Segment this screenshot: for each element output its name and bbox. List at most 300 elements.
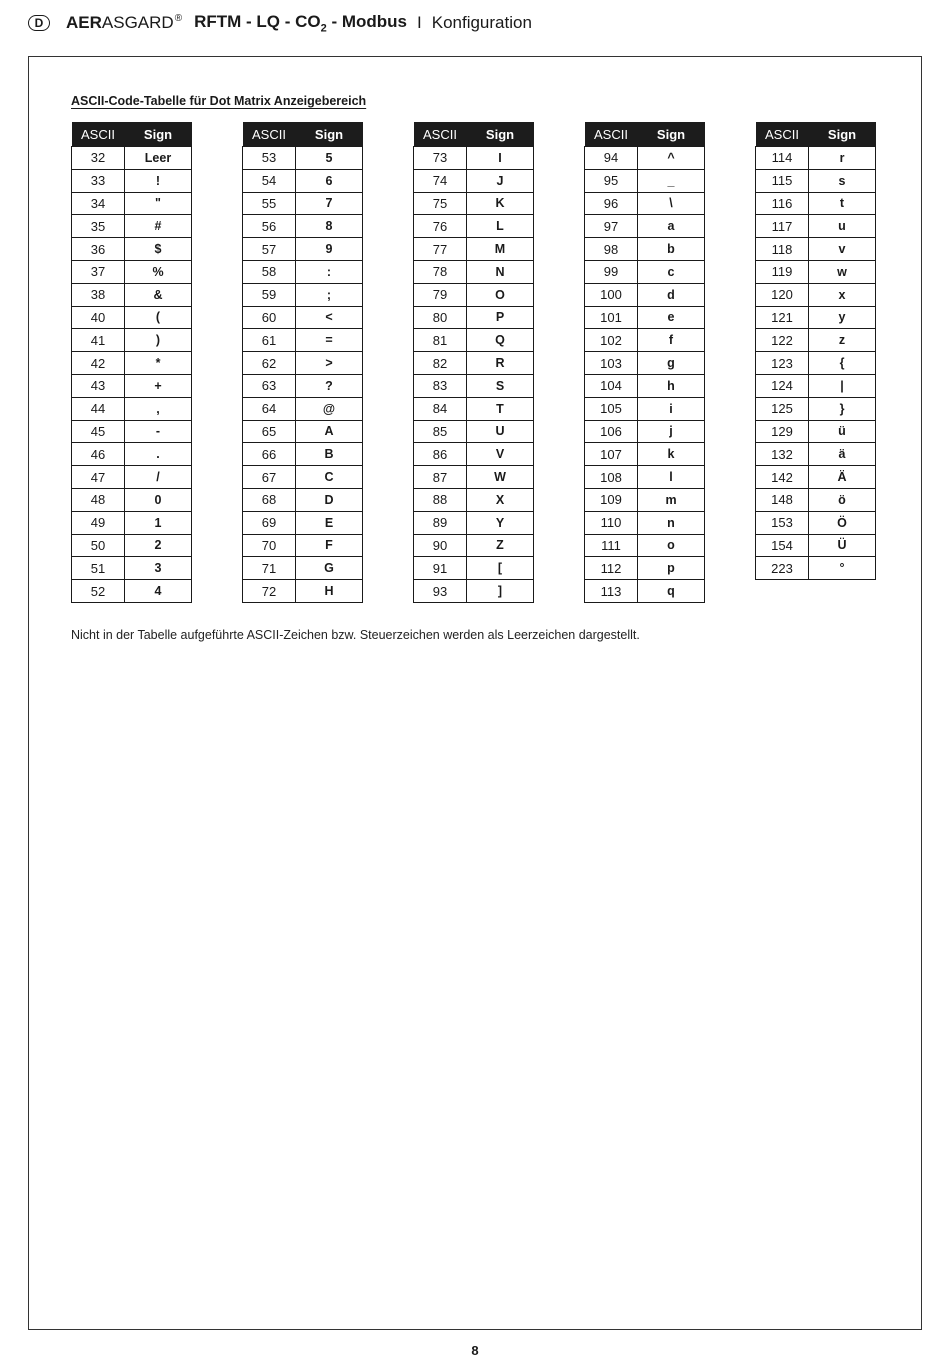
- column-header-ascii: ASCII: [585, 122, 638, 147]
- ascii-code-cell: 97: [585, 215, 638, 238]
- table-row: [585, 215, 705, 238]
- table-row: [72, 147, 192, 170]
- table-row: [414, 352, 534, 375]
- ascii-code-cell: 95: [585, 169, 638, 192]
- ascii-code-cell: 108: [585, 466, 638, 489]
- sign-cell: c: [638, 260, 705, 283]
- sign-cell: m: [638, 488, 705, 511]
- table-row: [243, 557, 363, 580]
- sign-cell: (: [125, 306, 192, 329]
- table-row: [585, 466, 705, 489]
- sign-cell: 7: [296, 192, 363, 215]
- ascii-code-cell: 60: [243, 306, 296, 329]
- ascii-code-cell: 54: [243, 169, 296, 192]
- sign-cell: F: [296, 534, 363, 557]
- table-row: [72, 306, 192, 329]
- ascii-code-cell: 125: [756, 397, 809, 420]
- sign-cell: h: [638, 374, 705, 397]
- table-row: [756, 169, 876, 192]
- table-row: [756, 238, 876, 261]
- ascii-code-cell: 96: [585, 192, 638, 215]
- table-row: [585, 329, 705, 352]
- sign-cell: r: [809, 147, 876, 170]
- ascii-code-cell: 63: [243, 374, 296, 397]
- sign-cell: 0: [125, 488, 192, 511]
- sign-cell: L: [467, 215, 534, 238]
- ascii-code-cell: 154: [756, 534, 809, 557]
- sign-cell: p: [638, 557, 705, 580]
- ascii-code-cell: 40: [72, 306, 125, 329]
- ascii-code-cell: 86: [414, 443, 467, 466]
- sign-cell: ,: [125, 397, 192, 420]
- sign-cell: D: [296, 488, 363, 511]
- sign-cell: 4: [125, 580, 192, 603]
- ascii-code-cell: 91: [414, 557, 467, 580]
- ascii-code-cell: 124: [756, 374, 809, 397]
- sign-cell: .: [125, 443, 192, 466]
- table-row: [414, 580, 534, 603]
- table-row: [756, 260, 876, 283]
- table-row: [414, 238, 534, 261]
- table-row: [243, 215, 363, 238]
- ascii-code-cell: 61: [243, 329, 296, 352]
- ascii-code-cell: 111: [585, 534, 638, 557]
- table-row: [585, 488, 705, 511]
- table-row: [585, 306, 705, 329]
- table-row: [243, 192, 363, 215]
- table-row: [243, 306, 363, 329]
- sign-cell: 9: [296, 238, 363, 261]
- table-row: [72, 260, 192, 283]
- table-row: [243, 466, 363, 489]
- ascii-code-cell: 121: [756, 306, 809, 329]
- sign-cell: a: [638, 215, 705, 238]
- ascii-code-cell: 36: [72, 238, 125, 261]
- sign-cell: |: [809, 374, 876, 397]
- ascii-code-cell: 85: [414, 420, 467, 443]
- sign-cell: %: [125, 260, 192, 283]
- ascii-table-2: [242, 122, 363, 603]
- sign-cell: !: [125, 169, 192, 192]
- table-row: [414, 420, 534, 443]
- table-row: [72, 329, 192, 352]
- table-row: [585, 147, 705, 170]
- sign-cell: d: [638, 283, 705, 306]
- ascii-code-cell: 64: [243, 397, 296, 420]
- ascii-code-cell: 67: [243, 466, 296, 489]
- sign-cell: ö: [809, 488, 876, 511]
- ascii-code-cell: 100: [585, 283, 638, 306]
- ascii-code-cell: 34: [72, 192, 125, 215]
- table-row: [243, 238, 363, 261]
- ascii-code-cell: 82: [414, 352, 467, 375]
- table-row: [585, 352, 705, 375]
- sign-cell: X: [467, 488, 534, 511]
- sign-cell: 5: [296, 147, 363, 170]
- table-row: [414, 374, 534, 397]
- sign-cell: j: [638, 420, 705, 443]
- sign-cell: ": [125, 192, 192, 215]
- sign-cell: w: [809, 260, 876, 283]
- table-row: [414, 488, 534, 511]
- column-header-ascii: ASCII: [414, 122, 467, 147]
- ascii-code-cell: 93: [414, 580, 467, 603]
- table-row: [756, 215, 876, 238]
- product-name: [194, 12, 407, 34]
- sign-cell: =: [296, 329, 363, 352]
- sign-cell: *: [125, 352, 192, 375]
- ascii-code-cell: 98: [585, 238, 638, 261]
- ascii-code-cell: 75: [414, 192, 467, 215]
- sign-cell: e: [638, 306, 705, 329]
- table-header-row: [414, 122, 534, 147]
- ascii-code-cell: 109: [585, 488, 638, 511]
- table-row: [414, 511, 534, 534]
- sign-cell: -: [125, 420, 192, 443]
- ascii-code-cell: 59: [243, 283, 296, 306]
- table-row: [585, 374, 705, 397]
- sign-cell: &: [125, 283, 192, 306]
- table-row: [243, 443, 363, 466]
- brand-name: [66, 13, 182, 33]
- table-row: [72, 580, 192, 603]
- ascii-code-cell: 56: [243, 215, 296, 238]
- ascii-code-cell: 49: [72, 511, 125, 534]
- sign-cell: x: [809, 283, 876, 306]
- ascii-code-cell: 77: [414, 238, 467, 261]
- sign-cell: B: [296, 443, 363, 466]
- table-row: [756, 352, 876, 375]
- ascii-code-cell: 142: [756, 466, 809, 489]
- sign-cell: M: [467, 238, 534, 261]
- sign-cell: K: [467, 192, 534, 215]
- ascii-code-cell: 153: [756, 511, 809, 534]
- ascii-code-cell: 115: [756, 169, 809, 192]
- ascii-code-cell: 44: [72, 397, 125, 420]
- sign-cell: q: [638, 580, 705, 603]
- ascii-code-cell: 62: [243, 352, 296, 375]
- ascii-table-3: [413, 122, 534, 603]
- ascii-code-cell: 57: [243, 238, 296, 261]
- ascii-code-cell: 101: [585, 306, 638, 329]
- ascii-code-cell: 148: [756, 488, 809, 511]
- registered-mark: ®: [174, 13, 183, 25]
- ascii-code-cell: 42: [72, 352, 125, 375]
- table-row: [243, 169, 363, 192]
- ascii-code-cell: 78: [414, 260, 467, 283]
- table-row: [72, 215, 192, 238]
- sign-cell: {: [809, 352, 876, 375]
- table-row: [756, 488, 876, 511]
- ascii-code-cell: 119: [756, 260, 809, 283]
- ascii-code-cell: 52: [72, 580, 125, 603]
- column-header-sign: Sign: [809, 122, 876, 147]
- table-row: [585, 192, 705, 215]
- sign-cell: ä: [809, 443, 876, 466]
- ascii-code-cell: 122: [756, 329, 809, 352]
- table-row: [243, 374, 363, 397]
- table-row: [414, 306, 534, 329]
- sign-cell: s: [809, 169, 876, 192]
- column-header-sign: Sign: [467, 122, 534, 147]
- sign-cell: b: [638, 238, 705, 261]
- sign-cell: ^: [638, 147, 705, 170]
- ascii-code-cell: 73: [414, 147, 467, 170]
- table-row: [756, 192, 876, 215]
- sign-cell: 8: [296, 215, 363, 238]
- table-row: [414, 329, 534, 352]
- table-row: [756, 534, 876, 557]
- table-row: [585, 260, 705, 283]
- ascii-code-cell: 113: [585, 580, 638, 603]
- sign-cell: ü: [809, 420, 876, 443]
- table-row: [243, 580, 363, 603]
- sign-cell: $: [125, 238, 192, 261]
- table-row: [243, 397, 363, 420]
- sign-cell: Q: [467, 329, 534, 352]
- sign-cell: ?: [296, 374, 363, 397]
- sign-cell: I: [467, 147, 534, 170]
- ascii-code-cell: 50: [72, 534, 125, 557]
- ascii-code-cell: 223: [756, 557, 809, 580]
- table-row: [585, 238, 705, 261]
- table-row: [585, 283, 705, 306]
- table-row: [756, 374, 876, 397]
- sign-cell: t: [809, 192, 876, 215]
- ascii-code-cell: 112: [585, 557, 638, 580]
- product-name-part1: RFTM - LQ - CO: [194, 11, 321, 31]
- table-row: [756, 466, 876, 489]
- table-row: [72, 374, 192, 397]
- table-row: [414, 283, 534, 306]
- table-row: [72, 534, 192, 557]
- ascii-code-cell: 83: [414, 374, 467, 397]
- sign-cell: 6: [296, 169, 363, 192]
- ascii-code-cell: 43: [72, 374, 125, 397]
- sign-cell: v: [809, 238, 876, 261]
- sign-cell: Z: [467, 534, 534, 557]
- ascii-code-cell: 72: [243, 580, 296, 603]
- ascii-code-cell: 33: [72, 169, 125, 192]
- ascii-code-cell: 103: [585, 352, 638, 375]
- ascii-code-cell: 110: [585, 511, 638, 534]
- footnote: Nicht in der Tabelle aufgeführte ASCII-Zeichen bzw. Steuerzeichen werden als Leerzeichen dargestellt.: [71, 628, 640, 642]
- table-row: [243, 534, 363, 557]
- ascii-code-cell: 99: [585, 260, 638, 283]
- sign-cell: }: [809, 397, 876, 420]
- sign-cell: Leer: [125, 147, 192, 170]
- ascii-code-cell: 129: [756, 420, 809, 443]
- sign-cell: P: [467, 306, 534, 329]
- column-header-sign: Sign: [125, 122, 192, 147]
- table-row: [756, 397, 876, 420]
- table-title: ASCII-Code-Tabelle für Dot Matrix Anzeigebereich: [71, 94, 367, 108]
- column-header-sign: Sign: [638, 122, 705, 147]
- ascii-code-cell: 90: [414, 534, 467, 557]
- ascii-code-cell: 81: [414, 329, 467, 352]
- table-row: [72, 192, 192, 215]
- ascii-code-cell: 117: [756, 215, 809, 238]
- table-row: [585, 511, 705, 534]
- ascii-code-cell: 66: [243, 443, 296, 466]
- ascii-code-cell: 76: [414, 215, 467, 238]
- table-row: [585, 557, 705, 580]
- sign-cell: Ä: [809, 466, 876, 489]
- sign-cell: k: [638, 443, 705, 466]
- table-header-row: [243, 122, 363, 147]
- table-row: [756, 147, 876, 170]
- ascii-table-4: [584, 122, 705, 603]
- table-row: [72, 420, 192, 443]
- ascii-code-cell: 88: [414, 488, 467, 511]
- table-row: [72, 169, 192, 192]
- table-row: [72, 238, 192, 261]
- sign-cell: \: [638, 192, 705, 215]
- country-code-badge: D: [28, 15, 50, 31]
- sign-cell: 1: [125, 511, 192, 534]
- table-row: [414, 260, 534, 283]
- table-row: [243, 352, 363, 375]
- ascii-code-cell: 94: [585, 147, 638, 170]
- ascii-code-cell: 84: [414, 397, 467, 420]
- sign-cell: >: [296, 352, 363, 375]
- ascii-code-cell: 41: [72, 329, 125, 352]
- table-row: [585, 397, 705, 420]
- table-header-row: [756, 122, 876, 147]
- table-row: [243, 329, 363, 352]
- ascii-code-cell: 120: [756, 283, 809, 306]
- table-row: [585, 169, 705, 192]
- sign-cell: H: [296, 580, 363, 603]
- table-row: [414, 192, 534, 215]
- sign-cell: n: [638, 511, 705, 534]
- ascii-code-cell: 105: [585, 397, 638, 420]
- sign-cell: l: [638, 466, 705, 489]
- brand-name-bold: AER: [66, 13, 102, 32]
- table-row: [414, 397, 534, 420]
- table-row: [414, 466, 534, 489]
- table-row: [414, 534, 534, 557]
- sign-cell: W: [467, 466, 534, 489]
- sign-cell: ]: [467, 580, 534, 603]
- table-row: [414, 557, 534, 580]
- ascii-code-cell: 118: [756, 238, 809, 261]
- ascii-code-cell: 46: [72, 443, 125, 466]
- sign-cell: /: [125, 466, 192, 489]
- sign-cell: +: [125, 374, 192, 397]
- sign-cell: S: [467, 374, 534, 397]
- header-separator: I: [417, 13, 422, 32]
- table-header-row: [72, 122, 192, 147]
- sign-cell: f: [638, 329, 705, 352]
- table-row: [756, 420, 876, 443]
- sign-cell: E: [296, 511, 363, 534]
- ascii-code-cell: 132: [756, 443, 809, 466]
- ascii-code-cell: 53: [243, 147, 296, 170]
- sign-cell: @: [296, 397, 363, 420]
- brand-name-light: ASGARD: [101, 13, 174, 32]
- ascii-code-cell: 116: [756, 192, 809, 215]
- sign-cell: °: [809, 557, 876, 580]
- sign-cell: #: [125, 215, 192, 238]
- ascii-code-cell: 123: [756, 352, 809, 375]
- sign-cell: R: [467, 352, 534, 375]
- table-row: [756, 443, 876, 466]
- sign-cell: _: [638, 169, 705, 192]
- sign-cell: O: [467, 283, 534, 306]
- table-row: [72, 488, 192, 511]
- ascii-code-cell: 69: [243, 511, 296, 534]
- sign-cell: J: [467, 169, 534, 192]
- table-row: [756, 557, 876, 580]
- ascii-code-cell: 35: [72, 215, 125, 238]
- column-header-ascii: ASCII: [756, 122, 809, 147]
- table-row: [414, 169, 534, 192]
- page-header: [28, 10, 532, 36]
- ascii-table-1: [71, 122, 192, 603]
- ascii-code-cell: 38: [72, 283, 125, 306]
- sign-cell: U: [467, 420, 534, 443]
- table-row: [414, 443, 534, 466]
- sign-cell: z: [809, 329, 876, 352]
- table-row: [243, 147, 363, 170]
- table-row: [72, 283, 192, 306]
- table-row: [72, 557, 192, 580]
- ascii-table-5: [755, 122, 876, 580]
- ascii-code-cell: 104: [585, 374, 638, 397]
- sign-cell: i: [638, 397, 705, 420]
- column-header-ascii: ASCII: [243, 122, 296, 147]
- ascii-code-cell: 51: [72, 557, 125, 580]
- ascii-code-cell: 102: [585, 329, 638, 352]
- sign-cell: [: [467, 557, 534, 580]
- table-row: [243, 420, 363, 443]
- table-row: [72, 397, 192, 420]
- sign-cell: g: [638, 352, 705, 375]
- product-name-part2: - Modbus: [326, 11, 407, 31]
- table-row: [756, 511, 876, 534]
- sign-cell: u: [809, 215, 876, 238]
- table-row: [72, 352, 192, 375]
- column-header-ascii: ASCII: [72, 122, 125, 147]
- table-row: [414, 147, 534, 170]
- ascii-code-cell: 32: [72, 147, 125, 170]
- ascii-code-cell: 55: [243, 192, 296, 215]
- ascii-code-cell: 74: [414, 169, 467, 192]
- ascii-code-cell: 80: [414, 306, 467, 329]
- table-row: [756, 283, 876, 306]
- column-header-sign: Sign: [296, 122, 363, 147]
- sign-cell: T: [467, 397, 534, 420]
- ascii-code-cell: 68: [243, 488, 296, 511]
- table-row: [585, 420, 705, 443]
- sign-cell: C: [296, 466, 363, 489]
- section-title: Konfiguration: [431, 13, 532, 32]
- sign-cell: ): [125, 329, 192, 352]
- product-name-subscript: 2: [320, 22, 327, 35]
- page-number: 8: [471, 1343, 479, 1358]
- ascii-code-cell: 89: [414, 511, 467, 534]
- ascii-code-cell: 37: [72, 260, 125, 283]
- sign-cell: 2: [125, 534, 192, 557]
- ascii-code-cell: 87: [414, 466, 467, 489]
- table-row: [756, 329, 876, 352]
- table-header-row: [585, 122, 705, 147]
- sign-cell: o: [638, 534, 705, 557]
- sign-cell: Y: [467, 511, 534, 534]
- sign-cell: Ü: [809, 534, 876, 557]
- table-row: [414, 215, 534, 238]
